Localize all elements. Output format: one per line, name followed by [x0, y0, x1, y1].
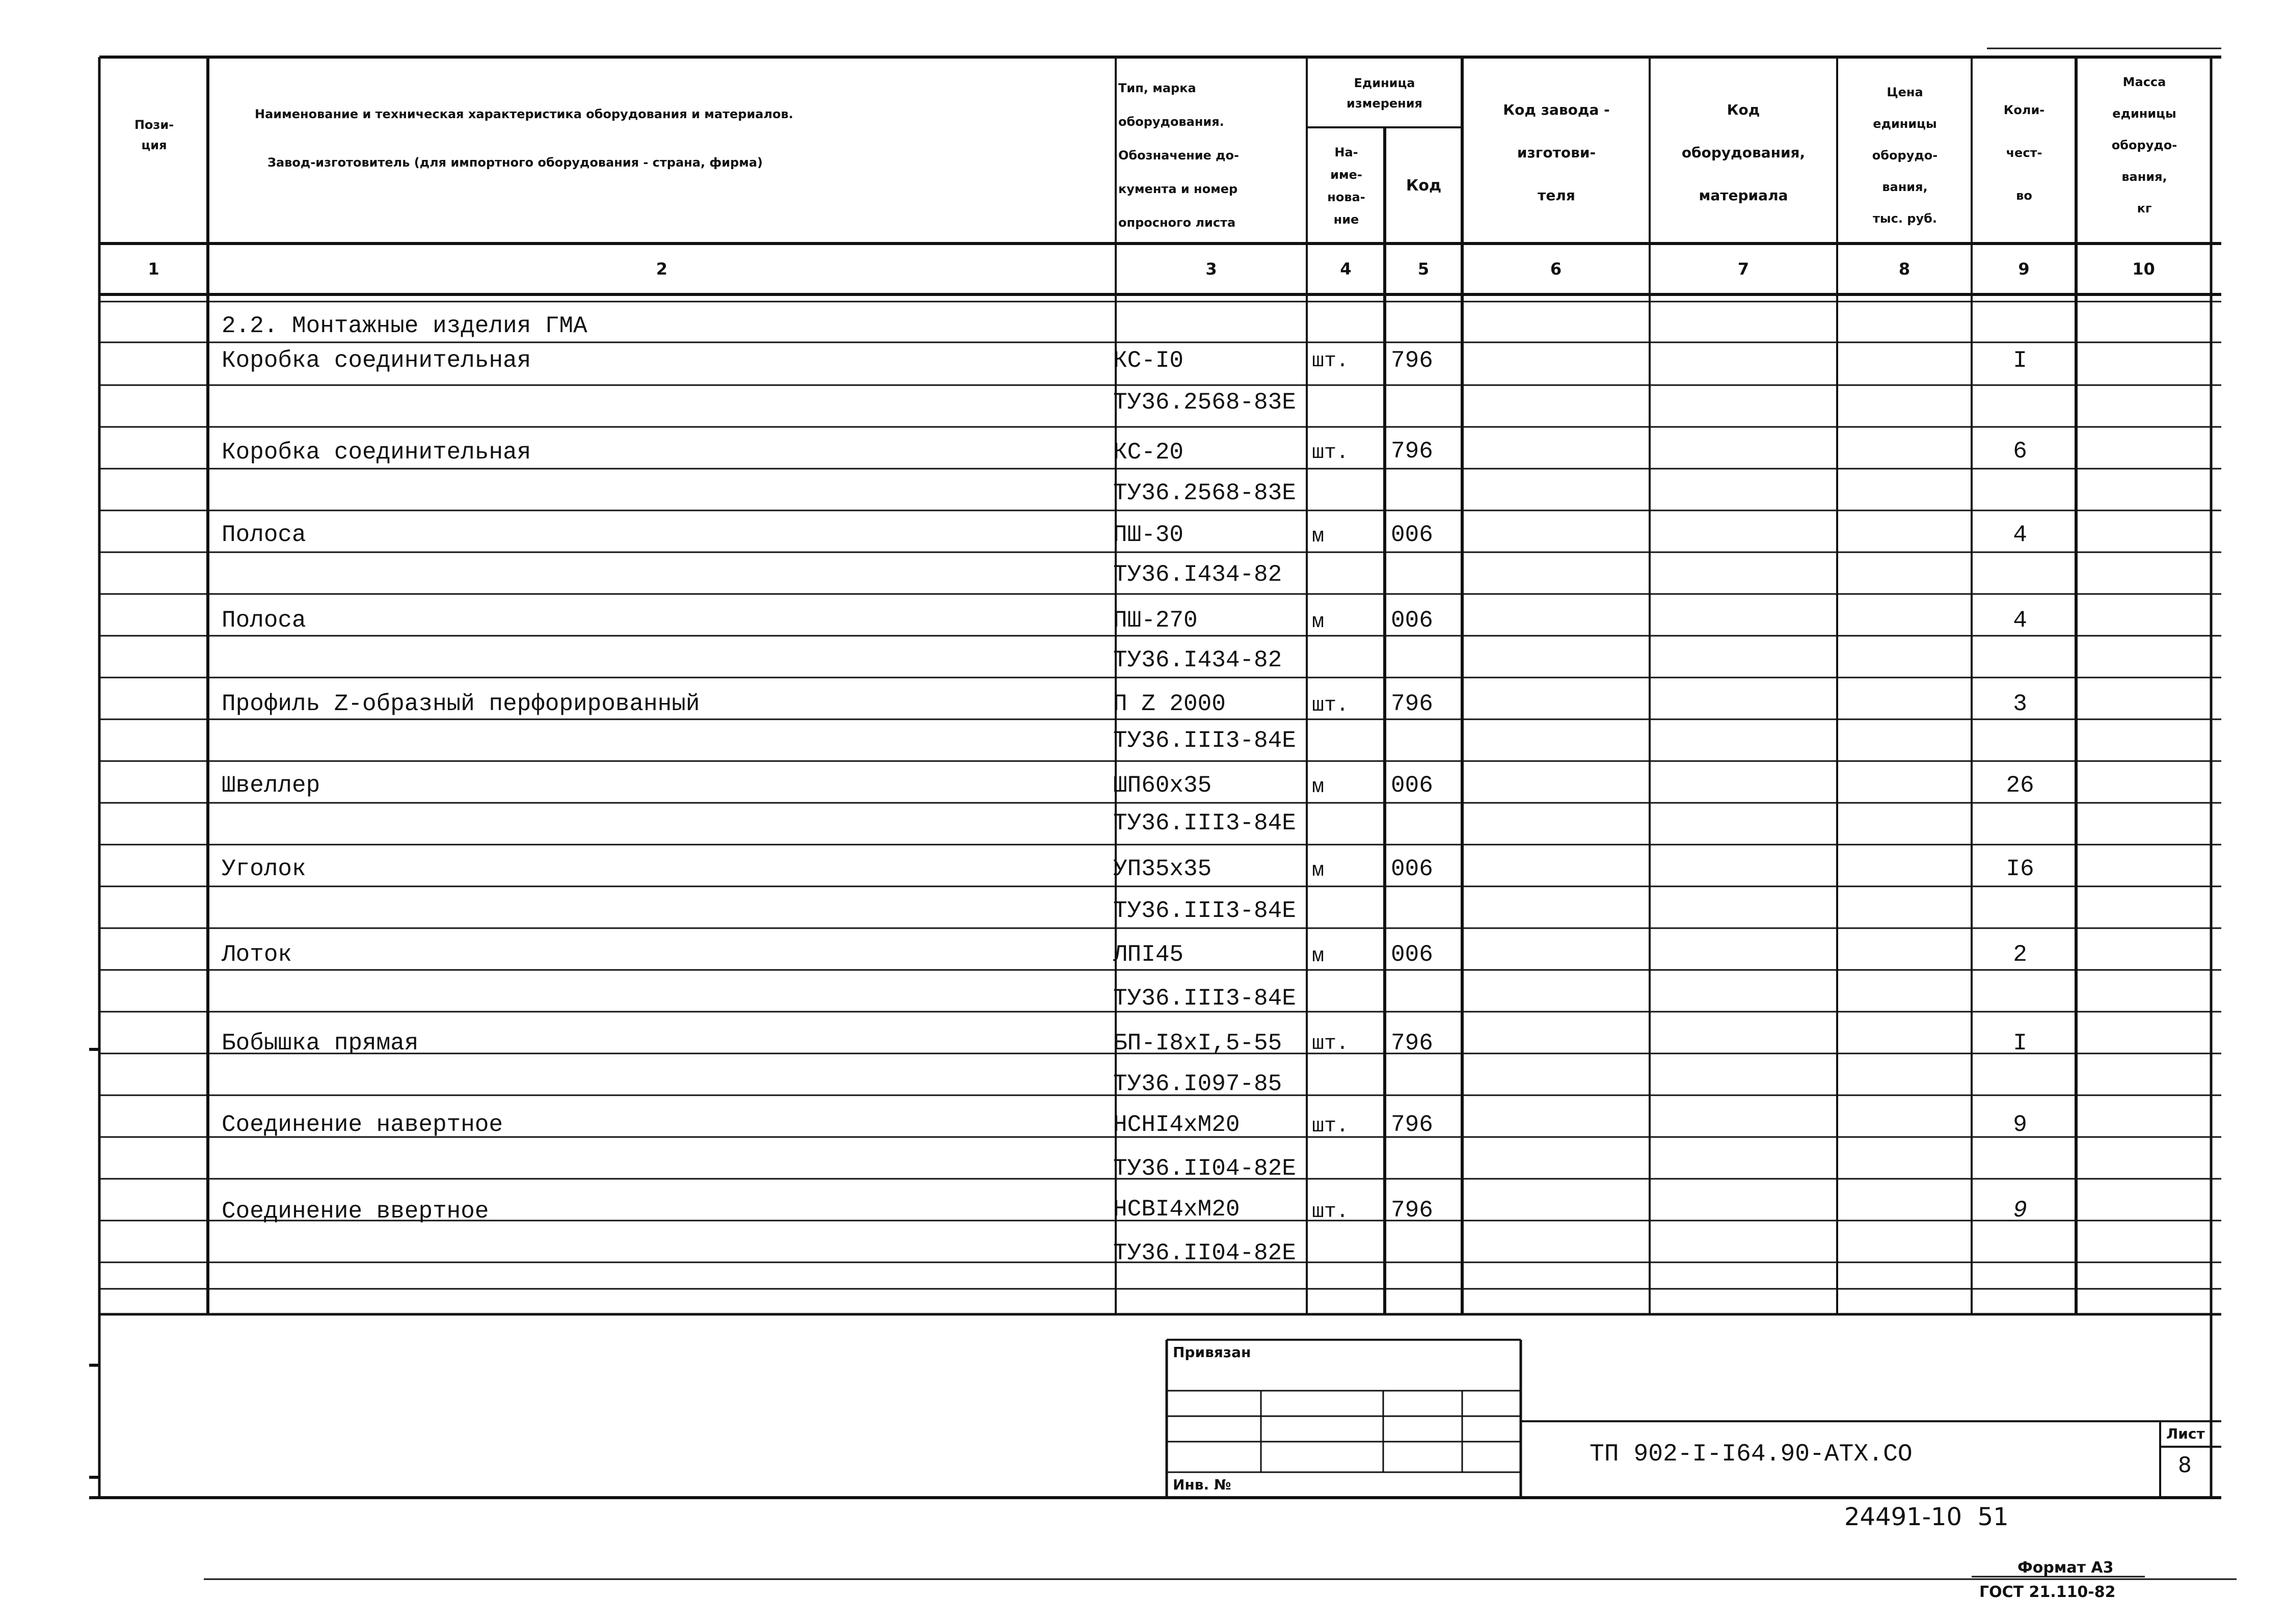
col-number-8: 8 [1898, 259, 1911, 279]
table-row-qty: 9 [2013, 1197, 2027, 1224]
sheet-label: Лист [2166, 1425, 2205, 1442]
header-col1: Пози- ция [134, 118, 174, 152]
table-row-code: 796 [1391, 1030, 1433, 1057]
table-row-doc: ТУ36.II04-82Е [1113, 1240, 1296, 1266]
table-row-name: Бобышка прямая [222, 1030, 419, 1057]
table-row-name: Соединение навертное [222, 1112, 503, 1138]
header-col2-line2: Завод-изготовитель (для импортного оборудования - страна, фирма) [267, 155, 763, 170]
table-row-name: Полоса [222, 607, 306, 634]
table-row-type: УП35х35 [1113, 856, 1212, 882]
table-row-unit: шт. [1312, 350, 1349, 373]
table-row-doc: ТУ36.2568-83Е [1113, 389, 1296, 416]
table-row-qty: I [2013, 347, 2027, 374]
col-number-4: 4 [1340, 259, 1352, 279]
table-row-unit: шт. [1312, 694, 1349, 717]
table-row-type: ШП60х35 [1113, 772, 1212, 799]
header-col9: Коли- чест- во [2003, 103, 2045, 203]
table-row-name: Коробка соединительная [222, 347, 531, 374]
table-row-type: НСНI4хМ20 [1113, 1112, 1240, 1138]
table-row-qty: I6 [2006, 856, 2034, 882]
table-row-code: 796 [1391, 1112, 1433, 1138]
table-row-code: 796 [1391, 438, 1433, 465]
table-row-name: Профиль Z-образный перфорированный [222, 691, 700, 717]
col-number-2: 2 [656, 259, 668, 279]
header-col4: На- име- нова- ние [1327, 145, 1365, 227]
table-row-doc: ТУ36.III3-84Е [1113, 898, 1296, 924]
table-row-name: Лоток [222, 941, 292, 968]
table-row-qty: 6 [2013, 438, 2027, 465]
table-row-type: БП-I8хI,5-55 [1113, 1030, 1282, 1057]
section-title: 2.2. Монтажные изделия ГМА [222, 313, 587, 339]
table-row-doc: ТУ36.III3-84Е [1113, 985, 1296, 1012]
table-row-type: КС-20 [1113, 439, 1184, 466]
table-row-code: 006 [1391, 522, 1433, 548]
table-row-unit: шт. [1312, 1115, 1349, 1138]
gost-label: ГОСТ 21.110-82 [1979, 1583, 2116, 1601]
table-row-name: Коробка соединительная [222, 439, 531, 466]
table-row-unit: шт. [1312, 1033, 1349, 1055]
table-row-unit: м [1312, 859, 1325, 882]
table-row-unit: м [1312, 611, 1325, 634]
col-number-10: 10 [2132, 259, 2155, 279]
table-row-code: 006 [1391, 772, 1433, 799]
table-row-type: ПШ-270 [1113, 607, 1198, 634]
table-row-doc: ТУ36.III3-84Е [1113, 727, 1296, 754]
header-col5: Код [1406, 177, 1442, 195]
col-number-7: 7 [1737, 259, 1750, 279]
table-row-qty: 4 [2013, 607, 2027, 634]
table-row-doc: ТУ36.I434-82 [1113, 647, 1282, 673]
table-row-type: П Z 2000 [1113, 691, 1226, 717]
table-row-type: ПШ-30 [1113, 522, 1184, 548]
col-number-5: 5 [1417, 259, 1430, 279]
table-row-name: Швеллер [222, 772, 320, 799]
table-row-code: 796 [1391, 1197, 1433, 1224]
table-row-unit: шт. [1312, 442, 1349, 465]
table-row-doc: ТУ36.II04-82Е [1113, 1155, 1296, 1182]
header-col8: Цена единицы оборудо- вания, тыс. руб. [1872, 85, 1938, 226]
table-row-unit: шт. [1312, 1201, 1349, 1224]
table-row-unit: м [1312, 776, 1325, 799]
header-col7: Код оборудования, материала [1681, 101, 1806, 204]
table-row-code: 796 [1391, 691, 1433, 717]
header-col3: Тип, марка оборудования. Обозначение до- кумента и номер опросного листа [1118, 81, 1239, 230]
table-row-code: 006 [1391, 607, 1433, 634]
table-row-code: 796 [1391, 347, 1433, 374]
format-label: Формат А3 [2017, 1559, 2114, 1577]
table-row-doc: ТУ36.I097-85 [1113, 1071, 1282, 1097]
table-row-code: 006 [1391, 856, 1433, 882]
table-row-qty: 3 [2013, 691, 2027, 717]
table-row-qty: 9 [2013, 1112, 2027, 1138]
col-number-3: 3 [1205, 259, 1217, 279]
col-number-6: 6 [1550, 259, 1562, 279]
table-row-unit: м [1312, 945, 1325, 968]
header-col2-line1: Наименование и техническая характеристика оборудования и материалов. [255, 107, 793, 121]
table-row-qty: 26 [2006, 772, 2034, 799]
col-number-1: 1 [148, 259, 159, 279]
table-row-type: КС-I0 [1113, 347, 1184, 374]
col-number-9: 9 [2018, 259, 2030, 279]
table-row-qty: 2 [2013, 941, 2027, 968]
header-unit-group: Единица измерения [1347, 75, 1422, 111]
table-row-type: ЛПI45 [1113, 941, 1184, 968]
table-row-type: НСВI4хМ20 [1113, 1196, 1240, 1223]
stamp-privyazan: Привязан [1173, 1344, 1251, 1361]
table-row-doc: ТУ36.2568-83Е [1113, 480, 1296, 506]
archive-number: 24491-10 51 [1844, 1503, 2009, 1531]
header-col6: Код завода - изготови- теля [1503, 101, 1610, 204]
table-row-name: Соединение ввертное [222, 1198, 489, 1225]
sheet-number: 8 [2178, 1452, 2192, 1477]
table-row-doc: ТУ36.III3-84Е [1113, 810, 1296, 836]
stamp-inv-number: Инв. № [1173, 1476, 1231, 1493]
table-row-unit: м [1312, 525, 1325, 548]
header-col10: Масса единицы оборудо- вания, кг [2111, 75, 2177, 215]
table-row-qty: I [2013, 1030, 2027, 1057]
table-row-code: 006 [1391, 941, 1433, 968]
table-row-name: Уголок [222, 856, 306, 882]
table-row-name: Полоса [222, 522, 306, 548]
table-row-doc: ТУ36.I434-82 [1113, 561, 1282, 588]
document-code: ТП 902-I-I64.90-АТХ.СО [1590, 1441, 1913, 1468]
table-row-qty: 4 [2013, 522, 2027, 548]
